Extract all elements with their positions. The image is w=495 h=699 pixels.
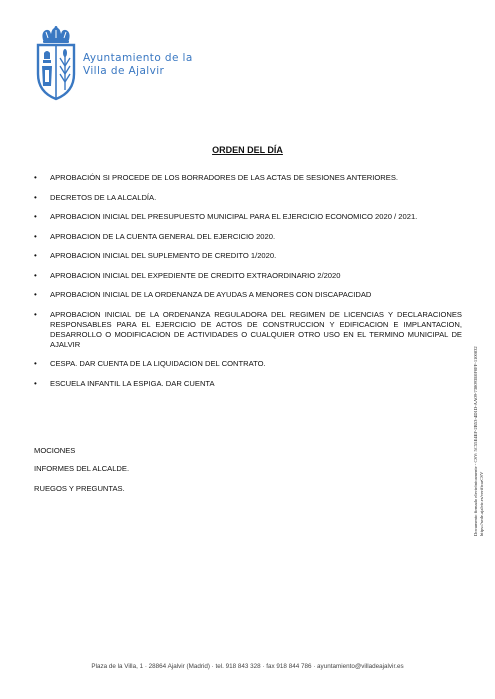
signature-verification	[471, 283, 485, 538]
organization-name-line2: Villa de Ajalvir	[83, 65, 165, 77]
signature-verification-line2: https://sede.ajalvir.es/verificarCSV	[479, 471, 484, 536]
agenda-item: • APROBACION INICIAL DEL PRESUPUESTO MUNICIPAL PARA EL EJERCICIO ECONOMICO 2020 / 2021.	[34, 212, 462, 222]
agenda-item: • APROBACION INICIAL DE LA ORDENANZA DE AYUDAS A MENORES CON DISCAPACIDAD	[34, 290, 462, 300]
agenda-item: • ESCUELA INFANTIL LA ESPIGA. DAR CUENTA	[34, 379, 462, 389]
ruegos-heading: RUEGOS Y PREGUNTAS.	[34, 484, 125, 493]
organization-name	[83, 52, 193, 78]
coat-of-arms-icon	[35, 26, 77, 102]
signature-verification-line1: Documento firmado electrónicamente - CSV: 5C55E4EF-2B53-4D1D-AA09-738093E0F0FF-1100832	[473, 346, 478, 536]
agenda-list	[34, 173, 462, 398]
agenda-item: • APROBACIÓN SI PROCEDE DE LOS BORRADORES DE LAS ACTAS DE SESIONES ANTERIORES.	[34, 173, 462, 183]
document-title: ORDEN DEL DÍA	[212, 145, 283, 155]
agenda-item: • APROBACION INICIAL DEL SUPLEMENTO DE CREDITO 1/2020.	[34, 251, 462, 261]
mociones-heading: MOCIONES	[34, 446, 76, 455]
agenda-item: • DECRETOS DE LA ALCALDÍA.	[34, 193, 462, 203]
footer-contact: Plaza de la Villa, 1 · 28864 Ajalvir (Madrid) · tel. 918 843 328 · fax 918 844 786 · ayuntamiento@villadeajalvir.es	[91, 663, 404, 670]
agenda-item: • APROBACION INICIAL DEL EXPEDIENTE DE CREDITO EXTRAORDINARIO 2/2020	[34, 271, 462, 281]
organization-name-line1: Ayuntamiento de la	[83, 52, 193, 64]
agenda-item: • APROBACION DE LA CUENTA GENERAL DEL EJERCICIO 2020.	[34, 232, 462, 242]
agenda-item: • CESPA. DAR CUENTA DE LA LIQUIDACION DEL CONTRATO.	[34, 359, 462, 369]
agenda-item: • APROBACION INICIAL DE LA ORDENANZA REGULADORA DEL REGIMEN DE LICENCIAS Y DECLARACIONES RESPONSABLES PARA EL EJERCICIO DE ACTOS DE CONSTRUCCION Y EDIFICACION E IMPLANTACION, DESARROLLO O MODIFICACION DE ACTIVIDADES O CUALQUIER OTRO USO EN EL TERMINO MUNICIPAL DE AJALVIR	[34, 310, 462, 350]
informes-heading: INFORMES DEL ALCALDE.	[34, 464, 130, 473]
